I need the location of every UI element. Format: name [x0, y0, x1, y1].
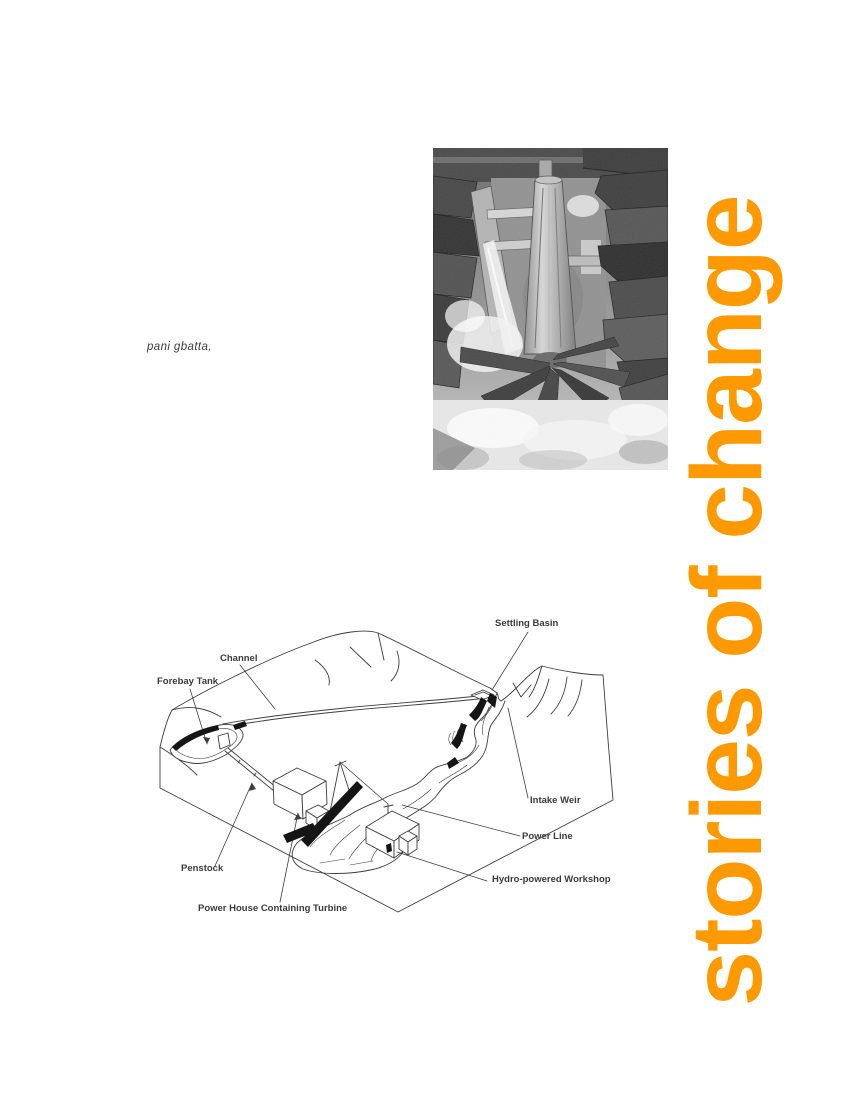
watermill-photo: [433, 148, 668, 470]
caption-fragment: pani gbatta,: [147, 341, 212, 353]
label-channel: Channel: [220, 653, 258, 664]
label-penstock: Penstock: [181, 863, 224, 874]
micro-hydro-diagram: [145, 605, 645, 935]
label-power-house: Power House Containing Turbine: [198, 903, 348, 914]
watermill-photo-image: [433, 148, 668, 470]
label-hydro-workshop: Hydro-powered Workshop: [492, 874, 611, 885]
label-forebay-tank: Forebay Tank: [157, 676, 219, 687]
vertical-banner-title: stories of change: [671, 195, 783, 1007]
label-intake-weir: Intake Weir: [530, 795, 581, 806]
label-power-line: Power Line: [522, 831, 573, 842]
label-settling-basin: Settling Basin: [495, 618, 559, 629]
